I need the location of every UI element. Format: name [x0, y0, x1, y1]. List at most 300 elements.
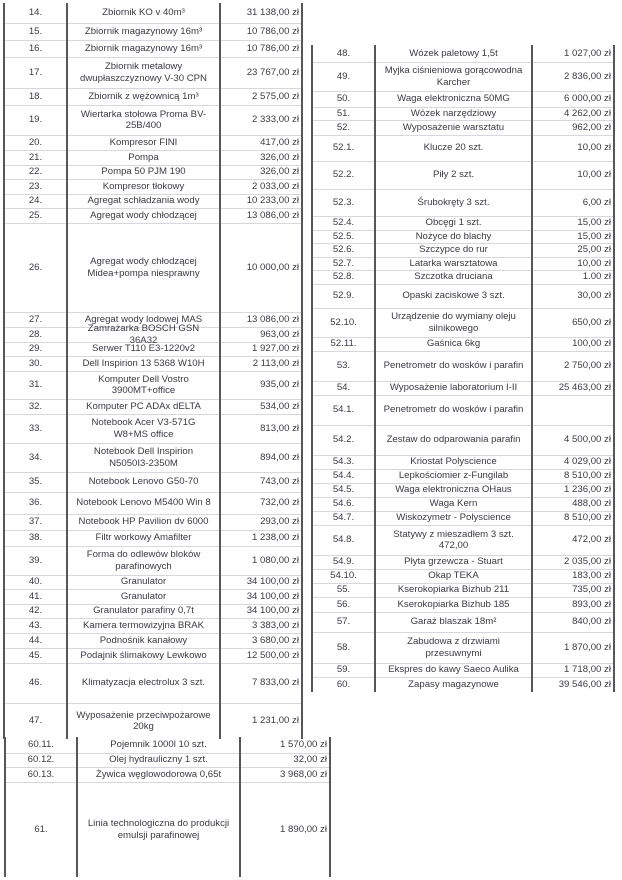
item-number: 55. — [336, 584, 351, 596]
inventory-table-bottom — [5, 737, 330, 877]
item-number: 41. — [28, 590, 43, 602]
item-number: 37. — [28, 516, 43, 528]
item-value: 32,00 zł — [293, 754, 327, 766]
item-value: 2 575,00 zł — [252, 90, 299, 102]
item-name: Waga Kern — [429, 498, 478, 510]
table-row — [312, 91, 614, 108]
item-number: 54.6. — [332, 498, 355, 510]
table-row — [4, 88, 302, 106]
item-value: 39 546,00 zł — [558, 678, 611, 690]
table-row — [312, 270, 614, 285]
table-row — [4, 443, 302, 473]
item-number: 36. — [28, 497, 43, 509]
item-number: 40. — [28, 576, 43, 588]
item-number: 52.5. — [332, 230, 355, 242]
item-number: 60.11. — [28, 739, 54, 751]
table-row — [312, 135, 614, 162]
table-row — [4, 703, 302, 739]
item-number: 52.3. — [332, 196, 355, 208]
table-row — [312, 455, 614, 470]
table-row — [312, 632, 614, 664]
table-row — [4, 150, 302, 166]
item-name: Zamrażarka BOSCH GSN 36A32 — [87, 323, 200, 346]
table-row — [4, 40, 302, 58]
item-name: Agregat wody chłodzącej Midea+pompa niesprawny — [87, 256, 200, 279]
table-row — [312, 663, 614, 678]
item-value: 12 500,00 zł — [246, 649, 299, 661]
table-row — [312, 257, 614, 271]
table-row — [4, 105, 302, 136]
item-number: 14. — [28, 7, 43, 19]
item-number: 30. — [28, 357, 43, 369]
item-name: Linia technologiczna do produkcji emulsji parafinowej — [87, 818, 230, 841]
item-value: 10,00 zł — [577, 169, 611, 181]
item-number: 52.2. — [332, 169, 355, 181]
table-row — [312, 381, 614, 396]
item-number: 53. — [336, 360, 351, 372]
item-name: Filtr workowy Amafilter — [95, 532, 192, 544]
item-value: 1 236,00 zł — [564, 484, 611, 496]
item-name: Wózek paletowy 1,5t — [409, 47, 498, 59]
item-number: 52. — [336, 121, 351, 133]
item-number: 52.7. — [332, 257, 355, 269]
item-number: 28. — [28, 328, 43, 340]
item-name: Latarka warsztatowa — [409, 257, 498, 269]
item-name: Wiskozymetr - Polyscience — [396, 512, 511, 524]
item-value: 293,00 zł — [260, 516, 299, 528]
table-row — [312, 45, 614, 63]
item-value: 15,00 zł — [577, 217, 611, 229]
item-name: Agregat schładzania wody — [87, 195, 200, 207]
item-value: 4 500,00 zł — [564, 434, 611, 446]
item-name: Komputer PC ADAx dELTA — [86, 400, 201, 412]
item-number: 58. — [336, 641, 351, 653]
item-value: 31 138,00 zł — [246, 7, 299, 19]
item-name: Zabudowa z drzwiami przesuwnymi — [407, 636, 500, 659]
item-name: Zbiornik z wężownicą 1m³ — [88, 90, 199, 102]
item-value: 183,00 zł — [572, 570, 611, 582]
table-row — [312, 677, 614, 692]
item-name: Pompa — [128, 151, 159, 163]
table-row — [312, 497, 614, 512]
item-value: 735,00 zł — [572, 584, 611, 596]
item-number: 51. — [336, 107, 351, 119]
item-name: Płyta grzewcza - Stuart — [404, 556, 503, 568]
table-row — [4, 546, 302, 576]
item-value: 2 836,00 zł — [564, 70, 611, 82]
item-number: 54.3. — [332, 456, 355, 468]
item-number: 54.4. — [332, 470, 355, 482]
item-name: Agregat wody chłodzącej — [90, 209, 197, 221]
item-number: 54.2. — [332, 434, 355, 446]
item-name: Obcęgi 1 szt. — [425, 217, 482, 229]
item-name: Zbiornik magazynowy 16m³ — [84, 42, 203, 54]
item-name: Podajnik ślimakowy Lewkowo — [80, 649, 207, 661]
item-value: 534,00 zł — [260, 400, 299, 412]
column-divider — [76, 737, 78, 877]
item-number: 60.13. — [27, 768, 55, 780]
item-name: Śrubokręty 3 szt. — [417, 196, 490, 208]
table-row — [4, 165, 302, 180]
item-value: 935,00 zł — [260, 379, 299, 391]
item-name: Wiertarka stołowa Proma BV-25B/400 — [80, 108, 207, 131]
item-number: 32. — [28, 400, 43, 412]
item-value: 2 035,00 zł — [564, 556, 611, 568]
item-number: 54.9. — [332, 556, 355, 568]
item-value: 326,00 zł — [260, 166, 299, 178]
item-name: Wózek narzędziowy — [410, 107, 497, 119]
column-divider — [531, 45, 533, 692]
table-row — [4, 633, 302, 649]
table-row — [4, 492, 302, 515]
item-number: 60. — [336, 678, 351, 690]
item-number: 22. — [28, 166, 43, 178]
table-row — [4, 179, 302, 195]
column-divider — [219, 3, 221, 739]
table-row — [4, 530, 302, 547]
item-number: 21. — [28, 151, 43, 163]
item-value: 34 100,00 zł — [246, 605, 299, 617]
table-row — [312, 511, 614, 526]
item-number: 52.1. — [332, 142, 355, 154]
item-number: 60.12. — [27, 754, 55, 766]
item-number: 54.10. — [330, 570, 357, 582]
table-row — [4, 194, 302, 209]
table-row — [4, 223, 302, 313]
table-row — [4, 371, 302, 400]
table-row — [312, 469, 614, 484]
item-value: 3 383,00 zł — [252, 619, 299, 631]
item-name: Zbiornik magazynowy 16m³ — [84, 25, 203, 37]
table-row — [4, 23, 302, 41]
item-name: Waga elektroniczna OHaus — [395, 484, 512, 496]
item-name: Forma do odlewów bloków parafinowych — [86, 549, 201, 572]
item-value: 963,00 zł — [260, 328, 299, 340]
item-value: 1 870,00 zł — [564, 641, 611, 653]
item-number: 54.8. — [332, 534, 355, 546]
item-value: 8 510,00 zł — [564, 470, 611, 482]
table-row — [4, 57, 302, 89]
item-name: Okap TEKA — [428, 570, 479, 582]
table-row — [312, 216, 614, 231]
table-row — [312, 337, 614, 352]
table-row — [5, 753, 330, 768]
item-name: Szczypce do rur — [419, 244, 488, 256]
table-row — [312, 583, 614, 598]
item-value: 2 750,00 zł — [564, 360, 611, 372]
item-name: Serwer T110 E3-1220v2 — [91, 343, 196, 355]
inventory-table-left — [4, 3, 302, 739]
item-number: 20. — [28, 136, 43, 148]
item-number: 52.4. — [332, 217, 355, 229]
item-value: 100,00 zł — [572, 338, 611, 350]
item-value: 472,00 zł — [572, 534, 611, 546]
item-name: Zapasy magazynowe — [408, 678, 499, 690]
item-name: Notebook Lenovo M5400 Win 8 — [76, 497, 211, 509]
table-row — [5, 782, 330, 877]
item-number: 24. — [28, 195, 43, 207]
item-name: Lepkościomier z-Fungilab — [398, 470, 509, 482]
table-row — [312, 284, 614, 309]
column-divider — [239, 737, 241, 877]
item-value: 4 029,00 zł — [564, 456, 611, 468]
item-value: 840,00 zł — [572, 616, 611, 628]
item-number: 16. — [28, 42, 43, 54]
item-name: Notebook Lenovo G50-70 — [88, 476, 199, 488]
item-number: 42. — [28, 605, 43, 617]
item-value: 15,00 zł — [577, 230, 611, 242]
item-value: 10 000,00 zł — [246, 261, 299, 273]
item-value: 10,00 zł — [577, 142, 611, 154]
item-name: Statywy z mieszadłem 3 szt. 472,00 — [393, 528, 514, 551]
item-number: 52.9. — [332, 290, 355, 302]
item-number: 27. — [28, 313, 43, 325]
item-name: Ekspres do kawy Saeco Aulika — [388, 664, 519, 676]
item-number: 39. — [28, 554, 43, 566]
item-name: Kamera termowizyjna BRAK — [82, 619, 205, 631]
item-number: 47. — [28, 715, 43, 727]
item-number: 25. — [28, 209, 43, 221]
item-number: 18. — [28, 90, 43, 102]
item-name: Zbiornik KO v 40m³ — [102, 7, 185, 19]
item-value: 30,00 zł — [577, 290, 611, 302]
item-value: 34 100,00 zł — [246, 590, 299, 602]
item-name: Kserokopiarka Bizhub 185 — [397, 598, 510, 610]
item-value: 6 000,00 zł — [564, 93, 611, 105]
item-number: 52.8. — [332, 271, 355, 283]
column-divider — [613, 45, 615, 692]
table-row — [312, 107, 614, 121]
item-number: 48. — [336, 47, 351, 59]
item-number: 17. — [28, 66, 43, 78]
table-row — [312, 62, 614, 92]
item-name: Granulator — [120, 576, 167, 588]
item-value: 1 570,00 zł — [280, 739, 327, 751]
item-number: 54.7. — [332, 512, 355, 524]
item-number: 45. — [28, 649, 43, 661]
item-value: 417,00 zł — [260, 136, 299, 148]
item-value: 650,00 zł — [572, 316, 611, 328]
table-row — [312, 395, 614, 426]
item-name: Kserokopiarka Bizhub 211 — [397, 584, 510, 596]
item-name: Notebook HP Pavilion dv 6000 — [78, 516, 209, 528]
item-number: 54.5. — [332, 484, 355, 496]
item-name: Pompa 50 PJM 190 — [101, 166, 186, 178]
column-divider — [4, 737, 6, 877]
item-value: 10 786,00 zł — [246, 42, 299, 54]
item-name: Opaski zaciskowe 3 szt. — [402, 290, 505, 302]
item-value: 893,00 zł — [572, 598, 611, 610]
column-divider — [301, 3, 303, 739]
item-value: 1 080,00 zł — [252, 554, 299, 566]
item-name: Dell Inspirion 13 5368 W10H — [82, 357, 205, 369]
item-name: Pojemnik 1000l 10 szt. — [110, 739, 207, 751]
item-value — [532, 395, 614, 425]
item-name: Klucze 20 szt. — [423, 142, 484, 154]
item-number: 57. — [336, 616, 351, 628]
table-row — [312, 189, 614, 217]
table-row — [5, 767, 330, 783]
item-number: 52.6. — [332, 244, 355, 256]
item-value: 488,00 zł — [572, 498, 611, 510]
item-name: Wyposażenie przeciwpożarowe 20kg — [76, 709, 211, 732]
item-value: 4 262,00 zł — [564, 107, 611, 119]
item-number: 59. — [336, 664, 351, 676]
item-number: 31. — [28, 379, 43, 391]
item-number: 29. — [28, 343, 43, 355]
item-number: 19. — [28, 114, 43, 126]
item-name: Zestaw do odparowania parafin — [386, 434, 521, 446]
item-number: 56. — [336, 598, 351, 610]
table-row — [4, 575, 302, 590]
item-name: Waga elektroniczna 50MG — [397, 93, 510, 105]
item-value: 6,00 zł — [582, 196, 611, 208]
item-value: 813,00 zł — [260, 422, 299, 434]
item-value: 2 333,00 zł — [252, 114, 299, 126]
item-name: Notebook Dell Inspirion N5050I3-2350M — [93, 446, 194, 469]
item-name: Nożyce do blachy — [415, 230, 492, 242]
table-row — [4, 663, 302, 704]
item-name: Podnośnik kanałowy — [99, 634, 188, 646]
item-number: 54. — [336, 382, 351, 394]
table-row — [4, 618, 302, 634]
item-value: 1 718,00 zł — [564, 664, 611, 676]
item-value: 2 113,00 zł — [252, 357, 299, 369]
item-value: 962,00 zł — [572, 121, 611, 133]
item-value: 1 890,00 zł — [280, 823, 327, 835]
item-value: 1 238,00 zł — [252, 532, 299, 544]
table-row — [312, 351, 614, 382]
item-value: 10,00 zł — [577, 257, 611, 269]
item-number: 46. — [28, 677, 43, 689]
table-row — [312, 483, 614, 498]
item-value: 1 927,00 zł — [252, 343, 299, 355]
table-row — [4, 604, 302, 619]
item-number: 15. — [28, 25, 43, 37]
item-number: 44. — [28, 634, 43, 646]
table-row — [312, 569, 614, 584]
item-name: Komputer Dell Vostro 3900MT+office — [98, 373, 189, 396]
item-name: Notebook Acer V3-571G W8+MS office — [91, 417, 196, 440]
item-name: Zbiornik metalowy dwupłaszczyznowy V-30 CPN — [80, 61, 207, 84]
item-value: 7 833,00 zł — [252, 677, 299, 689]
item-value: 326,00 zł — [260, 151, 299, 163]
column-divider — [66, 3, 68, 739]
item-value: 894,00 zł — [260, 451, 299, 463]
item-value: 10 786,00 zł — [246, 25, 299, 37]
item-number: 43. — [28, 619, 43, 631]
table-row — [4, 472, 302, 493]
item-name: Penetrometr do wosków i parafin — [383, 360, 524, 372]
item-name: Wyposażenie laboratorium I-II — [389, 382, 518, 394]
table-row — [312, 230, 614, 244]
item-name: Szczotka druciana — [414, 271, 493, 283]
item-name: Garaż blaszak 18m² — [410, 616, 497, 628]
item-number: 33. — [28, 422, 43, 434]
item-value: 34 100,00 zł — [246, 576, 299, 588]
item-number: 52.10. — [330, 316, 357, 328]
item-name: Penetrometr do wosków i parafin — [383, 404, 524, 416]
table-row — [312, 525, 614, 556]
item-value: 3 680,00 zł — [252, 634, 299, 646]
item-number: 38. — [28, 532, 43, 544]
column-divider — [311, 45, 313, 692]
item-number: 35. — [28, 476, 43, 488]
table-row — [4, 589, 302, 605]
item-number: 49. — [336, 70, 351, 82]
item-name: Gaśnica 6kg — [426, 338, 481, 350]
item-number: 50. — [336, 93, 351, 105]
table-row — [312, 597, 614, 613]
item-value: 2 033,00 zł — [252, 180, 299, 192]
item-number: 52.11. — [330, 338, 357, 350]
inventory-table-right — [312, 45, 614, 692]
table-row — [4, 356, 302, 372]
item-value: 13 086,00 zł — [246, 209, 299, 221]
table-row — [4, 414, 302, 444]
item-name: Urządzenie do wymiany oleju silnikowego — [391, 311, 516, 334]
item-value: 3 968,00 zł — [280, 768, 327, 780]
item-value: 1 231,00 zł — [252, 715, 299, 727]
item-name: Granulator — [120, 590, 167, 602]
table-row — [312, 243, 614, 258]
item-value: 1.00 zł — [582, 271, 611, 283]
item-value: 23 767,00 zł — [246, 66, 299, 78]
table-row — [312, 612, 614, 633]
item-value: 25 463,00 zł — [558, 382, 611, 394]
column-divider — [374, 45, 376, 692]
item-name: Wyposażenie warsztatu — [402, 121, 505, 133]
item-number: 23. — [28, 180, 43, 192]
item-number: 26. — [28, 261, 43, 273]
table-row — [312, 555, 614, 570]
item-name: Kompresor tłokowy — [102, 180, 185, 192]
table-row — [4, 3, 302, 24]
item-name: Piły 2 szt. — [432, 169, 475, 181]
item-value: 743,00 zł — [260, 476, 299, 488]
column-divider — [329, 737, 331, 877]
item-name: Klimatyzacja electrolux 3 szt. — [81, 677, 206, 689]
item-number: 61. — [34, 823, 48, 835]
table-row — [4, 648, 302, 664]
table-row — [4, 342, 302, 357]
table-row — [312, 308, 614, 338]
item-value: 13 086,00 zł — [246, 313, 299, 325]
item-value: 732,00 zł — [260, 497, 299, 509]
table-row — [312, 425, 614, 456]
item-value: 25,00 zł — [577, 244, 611, 256]
table-row — [4, 399, 302, 415]
item-name: Olej hydrauliczny 1 szt. — [109, 754, 208, 766]
item-name: Agregat wody lodowej MAS — [84, 313, 203, 325]
table-row — [4, 514, 302, 531]
item-value: 8 510,00 zł — [564, 512, 611, 524]
item-name: Granulator parafiny 0,7t — [93, 605, 194, 617]
column-divider — [3, 3, 5, 739]
item-name: Myjka ciśnieniowa gorącowodna Karcher — [384, 65, 523, 88]
table-row — [312, 161, 614, 190]
item-number: 34. — [28, 451, 43, 463]
table-row — [312, 120, 614, 136]
item-number: 54.1. — [332, 404, 355, 416]
table-row — [4, 135, 302, 151]
item-name: Kompresor FINI — [109, 136, 178, 148]
item-name: Kriostat Polyscience — [410, 456, 497, 468]
table-row — [4, 323, 302, 346]
item-value: 10 233,00 zł — [246, 195, 299, 207]
item-value: 1 027,00 zł — [564, 47, 611, 59]
table-row — [4, 208, 302, 224]
